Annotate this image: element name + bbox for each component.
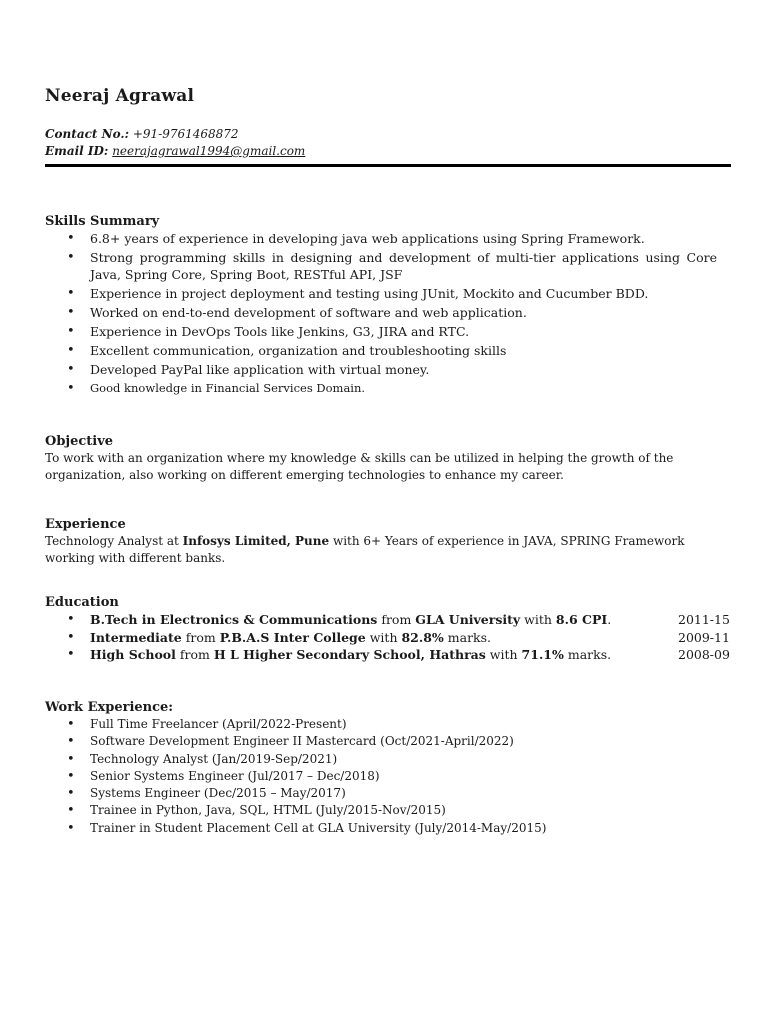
education-item: [90, 646, 730, 664]
education-score: 71.1%: [521, 647, 564, 662]
education-end: .: [607, 612, 612, 627]
experience-text: [45, 533, 685, 567]
education-with: with: [365, 629, 402, 645]
work-item: • Trainee in Python, Java, SQL, HTML (July/2015-Nov/2015): [90, 802, 717, 819]
education-years: 2011-15: [678, 612, 730, 627]
contact-line: [45, 126, 731, 143]
skill-item: • Worked on end-to-end development of software and web application.: [90, 304, 717, 321]
objective-section: [45, 433, 685, 484]
header-divider: [45, 164, 731, 167]
email-link[interactable]: neerajagrawal1994@gmail.com: [112, 144, 306, 158]
education-degree: Intermediate: [90, 629, 182, 645]
education-section: [45, 594, 730, 664]
objective-text: To work with an organization where my knowledge & skills can be utilized in helping the growth of the organization, also working on different emerging technologies to enhance my career.: [45, 451, 674, 482]
experience-prefix: Technology Analyst at: [45, 534, 183, 548]
work-item: • Full Time Freelancer (April/2022-Present): [90, 716, 717, 733]
work-item: • Software Development Engineer II Mastercard (Oct/2021-April/2022): [90, 733, 717, 750]
skills-section: [45, 213, 717, 399]
education-school: H L Higher Secondary School, Hathras: [213, 647, 486, 662]
skill-item: • 6.8+ years of experience in developing java web applications using Spring Framework.: [90, 230, 717, 247]
work-title: Work Experience:: [45, 700, 174, 715]
experience-title: Experience: [45, 517, 126, 532]
skill-item: • Experience in DevOps Tools like Jenkins, G3, JIRA and RTC.: [90, 323, 717, 340]
education-from: from: [377, 612, 416, 627]
education-item: [90, 611, 730, 629]
education-end: marks.: [443, 629, 492, 645]
work-item: • Technology Analyst (Jan/2019-Sep/2021): [90, 751, 717, 768]
work-item: • Systems Engineer (Dec/2015 – May/2017): [90, 785, 717, 802]
work-item: • Trainer in Student Placement Cell at GLA University (July/2014-May/2015): [90, 820, 717, 837]
education-degree: B.Tech in Electronics & Communications: [90, 612, 378, 627]
email-line: [45, 143, 731, 160]
skill-item: • Good knowledge in Financial Services Domain.: [90, 380, 717, 397]
education-years: 2009-11: [678, 629, 730, 645]
skills-list: [45, 230, 717, 397]
education-score: 8.6 CPI: [555, 612, 608, 627]
skill-item: • Excellent communication, organization and troubleshooting skills: [90, 342, 717, 359]
education-score: 82.8%: [401, 629, 444, 645]
objective-title: Objective: [45, 434, 114, 449]
education-with: with: [520, 612, 556, 627]
education-school: GLA University: [415, 612, 521, 627]
education-school: P.B.A.S Inter College: [219, 629, 366, 645]
experience-section: [45, 516, 685, 567]
education-end: marks.: [563, 647, 612, 662]
email-label: Email ID:: [45, 144, 109, 158]
skills-title: Skills Summary: [45, 214, 160, 229]
skill-item: • Experience in project deployment and testing using JUnit, Mockito and Cucumber BDD.: [90, 285, 717, 302]
contact-label: Contact No.:: [45, 127, 129, 141]
work-item: • Senior Systems Engineer (Jul/2017 – Dec/2018): [90, 768, 717, 785]
education-years: 2008-09: [678, 647, 730, 662]
education-degree: High School: [90, 647, 176, 662]
education-from: from: [175, 647, 214, 662]
experience-suffix: with 6+ Years of experience in JAVA, SPRING Framework working with different banks.: [45, 534, 685, 565]
education-item: [90, 629, 730, 647]
candidate-name: Neeraj Agrawal: [45, 86, 195, 106]
resume-header: [45, 86, 731, 167]
education-from: from: [181, 629, 220, 645]
experience-company: Infosys Limited, Pune: [182, 534, 330, 548]
education-list: [45, 611, 730, 664]
education-title: Education: [45, 595, 119, 610]
education-with: with: [485, 647, 522, 662]
contact-number: +91-9761468872: [132, 127, 239, 141]
work-experience-section: [45, 699, 717, 837]
skill-item: • Strong programming skills in designing and development of multi-tier applications using Core Java, Spring Core, Spring Boot, RESTful API, JSF: [90, 249, 717, 283]
skill-item: • Developed PayPal like application with virtual money.: [90, 361, 717, 378]
work-list: [45, 716, 717, 837]
